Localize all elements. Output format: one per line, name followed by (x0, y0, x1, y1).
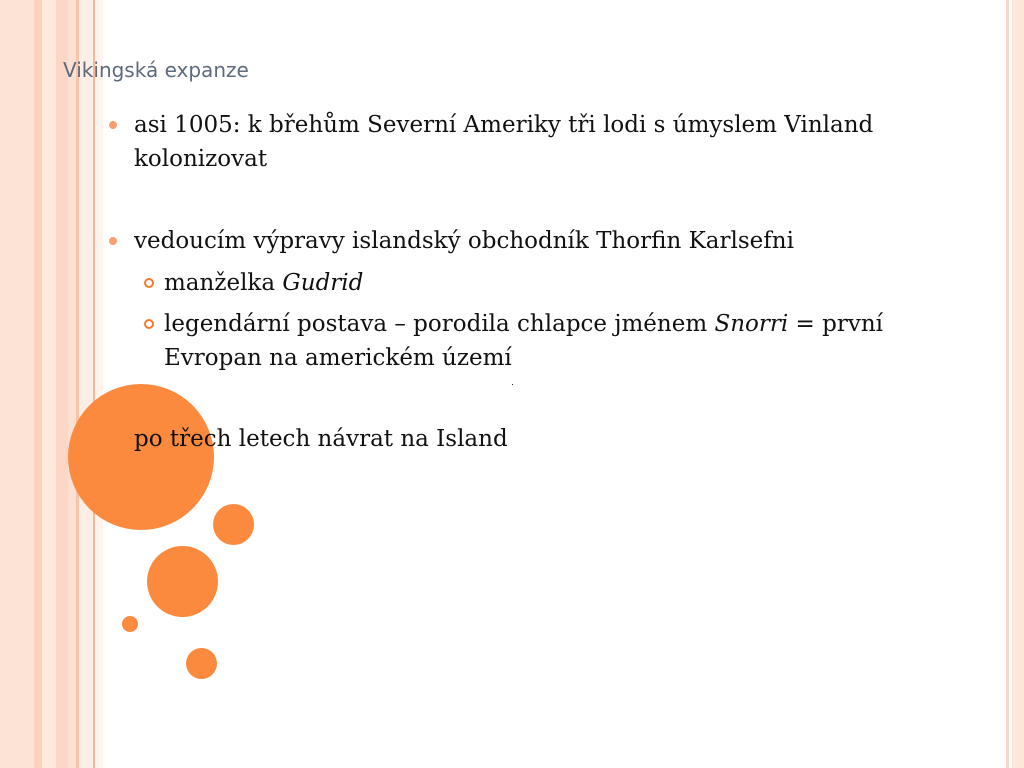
decorative-circle-tiny (122, 616, 138, 632)
bullet-text-line: kolonizovat (134, 146, 268, 172)
decorative-stripe (56, 0, 68, 768)
text-segment: = první (788, 311, 883, 337)
italic-name: Snorri (714, 311, 789, 337)
decorative-stripe-right (1012, 0, 1024, 768)
decorative-circle-small (186, 648, 217, 679)
bullet-dot-icon (109, 237, 117, 245)
bullet-text (134, 108, 924, 176)
decorative-stripe (34, 0, 42, 768)
italic-name: Gudrid (282, 270, 364, 296)
bullet-text-line: asi 1005: k břehům Severní Ameriky tři lodi s úmyslem Vinland (134, 112, 874, 138)
decorative-stripe (79, 0, 93, 768)
sub-bullet-text (164, 307, 924, 375)
text-segment: manželka (164, 270, 283, 296)
bullet-dot-icon (109, 121, 117, 129)
decorative-circle-medium (147, 546, 218, 617)
sub-bullet-text-line (164, 307, 924, 341)
stray-dot (512, 384, 513, 385)
ring-bullet-icon (144, 278, 154, 288)
decorative-circle-large (68, 384, 214, 530)
sub-bullet-text (164, 266, 924, 300)
sub-bullet-text-line: Evropan na americkém území (164, 345, 512, 371)
text-segment: legendární postava – porodila chlapce jménem (164, 311, 715, 337)
decorative-stripe (42, 0, 56, 768)
decorative-stripe (95, 0, 103, 768)
ring-bullet-icon (144, 319, 154, 329)
decorative-stripe (0, 0, 34, 768)
decorative-circle-small (213, 504, 254, 545)
decorative-stripe-right (1006, 0, 1009, 768)
decorative-stripe (68, 0, 76, 768)
slide-title: Vikingská expanze (63, 58, 249, 82)
bullet-text: po třech letech návrat na Island (134, 426, 508, 452)
bullet-text: vedoucím výpravy islandský obchodník Thorfin Karlsefni (134, 228, 794, 254)
